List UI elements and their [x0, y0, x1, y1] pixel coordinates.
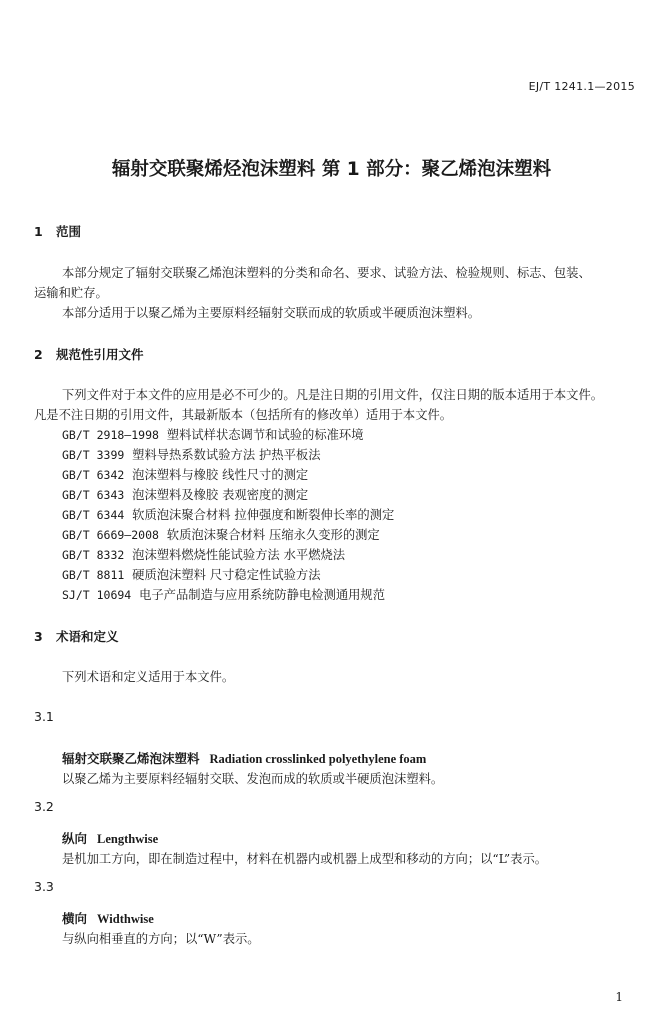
section-2-intro-line-2: 凡是不注日期的引用文件，其最新版本（包括所有的修改单）适用于本文件。	[34, 408, 453, 422]
term-heading	[62, 749, 426, 767]
document-title: 辐射交联聚烯烃泡沫塑料 第 1 部分：聚乙烯泡沫塑料	[111, 159, 552, 180]
section-title: 术语和定义	[56, 629, 119, 644]
section-3-intro: 下列术语和定义适用于本文件。	[62, 670, 235, 684]
page-number: 1	[615, 990, 623, 1004]
section-1-heading	[34, 222, 81, 240]
term-heading	[62, 829, 158, 847]
reference-item	[62, 545, 345, 563]
reference-code: SJ/T 10694	[62, 588, 132, 602]
term-number: 3.1	[34, 709, 54, 724]
reference-title: 塑料导热系数试验方法 护热平板法	[132, 448, 321, 462]
reference-item	[62, 485, 308, 503]
term-chinese: 横向	[62, 911, 88, 926]
reference-code: GB/T 8332	[62, 548, 125, 562]
section-2-intro-line-1: 下列文件对于本文件的应用是必不可少的。凡是注日期的引用文件，仅注日期的版本适用于本文件。	[62, 388, 604, 402]
section-number: 1	[34, 224, 43, 239]
reference-title: 硬质泡沫塑料 尺寸稳定性试验方法	[132, 568, 321, 582]
reference-item	[62, 465, 308, 483]
reference-title: 泡沫塑料及橡胶 表观密度的测定	[132, 488, 309, 502]
section-3-heading	[34, 627, 119, 645]
section-1-paragraph-2: 本部分适用于以聚乙烯为主要原料经辐射交联而成的软质或半硬质泡沫塑料。	[62, 306, 481, 320]
term-english: Lengthwise	[97, 832, 159, 846]
reference-code: GB/T 8811	[62, 568, 125, 582]
term-definition: 与纵向相垂直的方向；以“W”表示。	[62, 932, 260, 946]
section-1-paragraph-1-line-2: 运输和贮存。	[34, 286, 108, 300]
term-definition: 以聚乙烯为主要原料经辐射交联、发泡而成的软质或半硬质泡沫塑料。	[62, 772, 444, 786]
term-chinese: 辐射交联聚乙烯泡沫塑料	[62, 751, 200, 766]
term-number: 3.2	[34, 799, 54, 814]
reference-title: 软质泡沫聚合材料 压缩永久变形的测定	[166, 528, 380, 542]
reference-code: GB/T 2918—1998	[62, 428, 159, 442]
term-heading	[62, 909, 154, 927]
section-1-paragraph-1-line-1: 本部分规定了辐射交联聚乙烯泡沫塑料的分类和命名、要求、试验方法、检验规则、标志、包装、	[62, 266, 591, 280]
reference-item	[62, 425, 364, 443]
reference-code: GB/T 6344	[62, 508, 125, 522]
reference-code: GB/T 6342	[62, 468, 125, 482]
term-english: Radiation crosslinked polyethylene foam	[209, 752, 427, 766]
reference-title: 电子产品制造与应用系统防静电检测通用规范	[139, 588, 386, 602]
reference-title: 泡沫塑料与橡胶 线性尺寸的测定	[132, 468, 309, 482]
section-title: 规范性引用文件	[56, 347, 144, 362]
reference-item	[62, 445, 321, 463]
term-chinese: 纵向	[62, 831, 88, 846]
reference-title: 塑料试样状态调节和试验的标准环境	[166, 428, 364, 442]
reference-item	[62, 585, 385, 603]
term-number: 3.3	[34, 879, 54, 894]
reference-code: GB/T 6669—2008	[62, 528, 159, 542]
standard-code: EJ/T 1241.1—2015	[528, 80, 635, 93]
section-number: 2	[34, 347, 43, 362]
term-definition: 是机加工方向，即在制造过程中，材料在机器内或机器上成型和移动的方向；以“L”表示。	[62, 852, 548, 866]
section-2-heading	[34, 345, 144, 363]
reference-title: 软质泡沫聚合材料 拉伸强度和断裂伸长率的测定	[132, 508, 395, 522]
reference-code: GB/T 6343	[62, 488, 125, 502]
section-number: 3	[34, 629, 43, 644]
section-title: 范围	[56, 224, 82, 239]
term-english: Widthwise	[97, 912, 154, 926]
reference-title: 泡沫塑料燃烧性能试验方法 水平燃烧法	[132, 548, 346, 562]
reference-code: GB/T 3399	[62, 448, 125, 462]
reference-item	[62, 525, 380, 543]
reference-item	[62, 505, 394, 523]
reference-item	[62, 565, 321, 583]
